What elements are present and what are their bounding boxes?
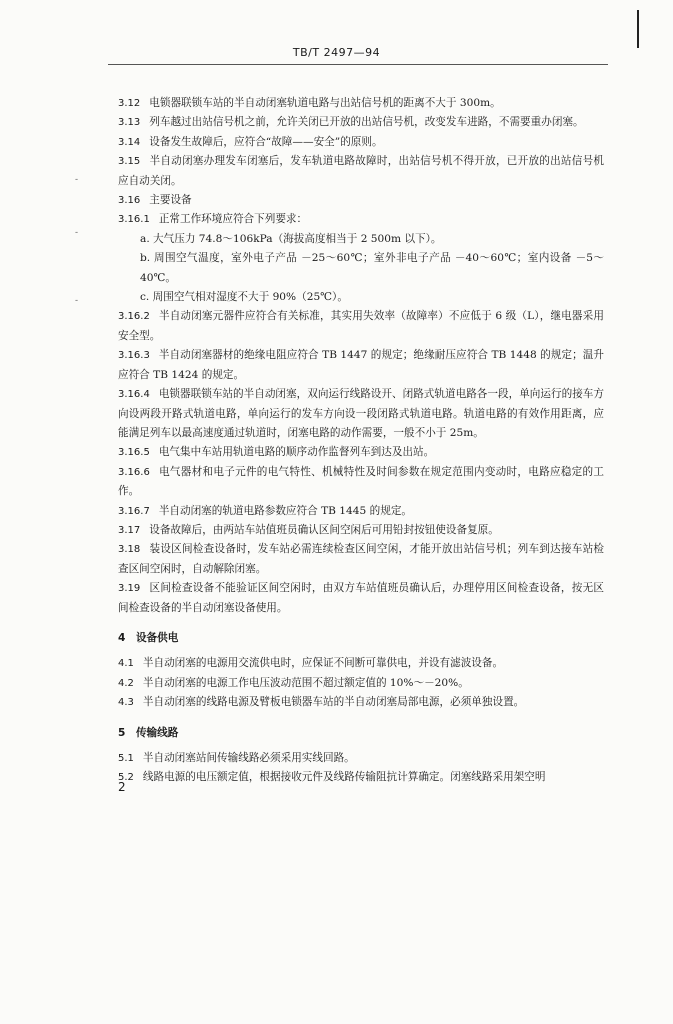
clause-number: 3.15	[118, 156, 141, 168]
clause-text: 半自动闭塞元器件应符合有关标准，其实用失效率（故障率）不应低于 6 级（L），继电器采用安全型。	[118, 310, 604, 342]
clause-text: 主要设备	[149, 194, 192, 207]
clause-number: 4.1	[118, 658, 134, 670]
clause-text: 线路电源的电压额定值，根据接收元件及线路传输阻抗计算确定。闭塞线路采用架空明	[142, 771, 546, 784]
clause-3-16-1a	[118, 230, 604, 249]
clause-number: 5.2	[118, 772, 134, 784]
clause-3-16-7	[118, 502, 604, 521]
clause-text: 半自动闭塞器材的绝缘电阻应符合 TB 1447 的规定；绝缘耐压应符合 TB 1448 的规定；温升应符合 TB 1424 的规定。	[118, 349, 604, 381]
clause-number: 3.18	[118, 544, 141, 556]
clause-text: a. 大气压力 74.8～106kPa（海拔高度相当于 2 500m 以下）。	[140, 232, 442, 245]
clause-text: 电气器材和电子元件的电气特性、机械特性及时间参数在规定范围内变动时，电路应稳定的工作。	[118, 465, 604, 498]
margin-dash: -	[75, 296, 79, 306]
section-5-list	[118, 749, 604, 788]
clause-3-16-1	[118, 210, 604, 229]
section-4-heading: 4 设备供电	[118, 631, 179, 644]
clause-text: 正常工作环境应符合下列要求：	[158, 213, 308, 226]
clause-number: 3.19	[118, 583, 141, 595]
clause-text: 列车越过出站信号机之前，允许关闭已开放的出站信号机，改变发车进路，不需要重办闭塞。	[149, 116, 584, 129]
clause-3-17	[118, 521, 604, 540]
clause-3-16-5	[118, 443, 604, 462]
clause-3-19	[118, 579, 604, 618]
clause-number: 3.16.5	[118, 447, 150, 459]
clause-3-13	[118, 113, 604, 132]
clause-number: 3.13	[118, 117, 141, 129]
clause-number: 4.3	[118, 697, 134, 709]
clause-number: 3.16.3	[118, 350, 150, 362]
clause-5-1	[118, 749, 604, 768]
clause-text: b. 周围空气温度，室外电子产品 －25～60℃；室外非电子产品 －40～60℃；室内设备 －5～40℃。	[140, 252, 604, 284]
clause-text: 设备发生故障后，应符合“故障——安全”的原则。	[149, 135, 383, 148]
scan-mark	[637, 10, 639, 48]
clause-number: 3.16.2	[118, 311, 150, 323]
margin-dash: -	[75, 175, 79, 185]
clause-text: 电锁器联锁车站的半自动闭塞轨道电路与出站信号机的距离不大于 300m。	[149, 97, 501, 109]
clause-number: 5.1	[118, 753, 134, 764]
clause-4-1	[118, 654, 604, 673]
clause-text: 半自动闭塞的线路电源及臂板电锁器车站的半自动闭塞局部电源，必须单独设置。	[142, 696, 525, 709]
clause-text: 半自动闭塞办理发车闭塞后，发车轨道电路故障时，出站信号机不得开放，已开放的出站信号机应自动关闭。	[118, 155, 604, 187]
clause-5-2	[118, 768, 604, 787]
page-number: 2	[118, 780, 126, 794]
section-4-list	[118, 654, 604, 712]
clause-3-15	[118, 152, 604, 191]
clause-number: 3.14	[118, 136, 141, 148]
clause-number: 3.12	[118, 98, 141, 109]
clause-3-16-2	[118, 307, 604, 346]
clause-text: 区间检查设备不能验证区间空闲时，由双方车站值班员确认后，办理停用区间检查设备，按无区间检查设备的半自动闭塞设备使用。	[118, 582, 604, 614]
clause-text: 半自动闭塞的电源用交流供电时，应保证不间断可靠供电，并设有滤波设备。	[142, 657, 504, 670]
standard-code-header: TB/T 2497—94	[292, 46, 381, 59]
section-5-heading: 5 传输线路	[118, 726, 179, 739]
clause-3-12	[118, 94, 604, 113]
clause-number: 3.17	[118, 524, 141, 536]
clause-3-16-6	[118, 463, 604, 502]
clause-text: 设备故障后，由两站车站值班员确认区间空闲后可用铅封按钮使设备复原。	[149, 523, 499, 536]
document-body	[118, 94, 604, 788]
clause-number: 3.16.4	[118, 389, 150, 401]
clause-4-3	[118, 693, 604, 712]
clause-list	[118, 94, 604, 618]
header-rule	[108, 64, 608, 65]
clause-number: 3.16.6	[118, 466, 150, 478]
clause-3-16-1b	[118, 249, 604, 288]
clause-3-14	[118, 133, 604, 152]
clause-number: 4.2	[118, 677, 134, 689]
clause-text: 半自动闭塞的轨道电路参数应符合 TB 1445 的规定。	[158, 504, 413, 517]
clause-text: 半自动闭塞站间传输线路必须采用实线回路。	[142, 752, 355, 764]
clause-3-18	[118, 540, 604, 579]
clause-3-16-3	[118, 346, 604, 385]
clause-text: 装设区间检查设备时，发车站必需连续检查区间空闲，才能开放出站信号机；列车到达接车站检查区间空闲时，自动解除闭塞。	[118, 543, 604, 575]
clause-3-16-1c	[118, 288, 604, 307]
margin-dash: -	[75, 228, 79, 238]
clause-3-16-4	[118, 385, 604, 443]
clause-text: 电锁器联锁车站的半自动闭塞，双向运行线路设开、闭路式轨道电路各一段，单向运行的接车方向设两段开路式轨道电路，单向运行的发车方向设一段闭路式轨道电路。轨道电路的有效作用距离，应能满足列车以最高速度通过轨道时，闭塞电路的动作需要，一般不小于 25m。	[118, 388, 604, 439]
clause-number: 3.16	[118, 195, 141, 207]
clause-3-16	[118, 191, 604, 210]
clause-text: 电气集中车站用轨道电路的顺序动作监督列车到达及出站。	[158, 446, 435, 459]
clause-number: 3.16.1	[118, 214, 150, 226]
clause-number: 3.16.7	[118, 505, 150, 517]
clause-4-2	[118, 674, 604, 693]
clause-text: 半自动闭塞的电源工作电压波动范围不超过额定值的 10%～－20%。	[142, 676, 469, 689]
clause-text: c. 周围空气相对湿度不大于 90%（25℃）。	[140, 291, 348, 304]
